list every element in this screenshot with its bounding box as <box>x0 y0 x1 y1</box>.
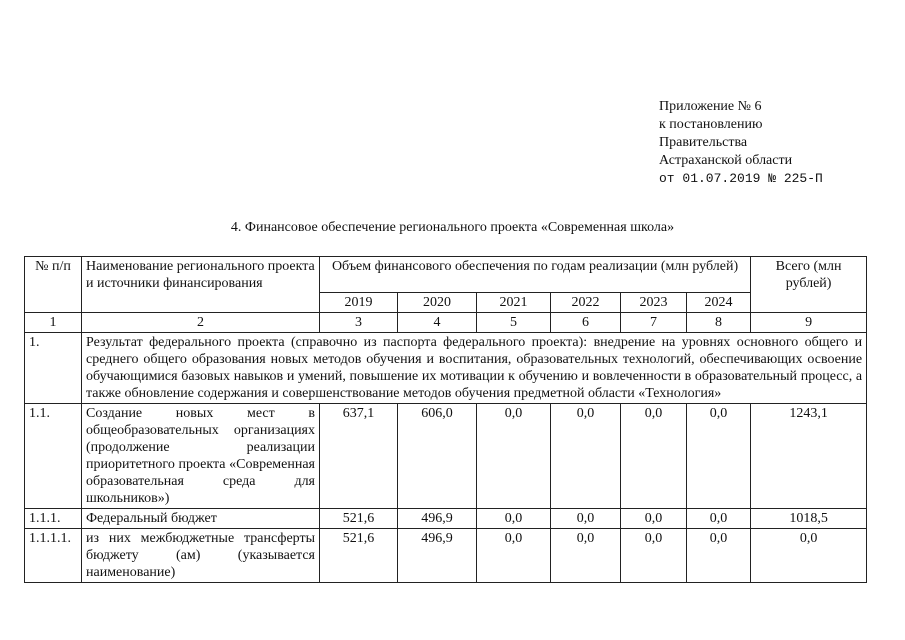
value-cell: 0,0 <box>621 529 687 583</box>
appendix-line: к постановлению <box>659 117 763 132</box>
row-num: 1. <box>25 333 82 404</box>
col-number: 6 <box>551 313 621 333</box>
value-cell: 0,0 <box>687 529 751 583</box>
col-number: 5 <box>477 313 551 333</box>
table-row <box>25 404 867 509</box>
total-cell: 1243,1 <box>751 404 867 509</box>
value-cell: 496,9 <box>398 529 477 583</box>
row-name: из них межбюджетные трансферты бюджету (ам) (указывается наименование) <box>82 529 320 583</box>
year-cell: 2019 <box>320 293 398 313</box>
total-cell: 0,0 <box>751 529 867 583</box>
col-number: 7 <box>621 313 687 333</box>
value-cell: 496,9 <box>398 509 477 529</box>
appendix-decree-line: от 01.07.2019 № 225-П <box>659 171 823 186</box>
section-title: 4. Финансовое обеспечение регионального проекта «Современная школа» <box>230 220 675 235</box>
appendix-line: Астраханской области <box>659 153 793 168</box>
value-cell: 0,0 <box>687 404 751 509</box>
value-cell: 521,6 <box>320 509 398 529</box>
appendix-line: Правительства <box>659 135 748 150</box>
header-name: Наименование регионального проекта и источники финансирования <box>82 257 320 313</box>
header-volume: Объем финансового обеспечения по годам реализации (млн рублей) <box>320 257 751 293</box>
value-cell: 0,0 <box>621 509 687 529</box>
row-num: 1.1. <box>25 404 82 509</box>
financing-table <box>24 256 867 583</box>
value-cell: 0,0 <box>477 529 551 583</box>
appendix-block <box>659 98 823 188</box>
year-cell: 2022 <box>551 293 621 313</box>
appendix-line: Приложение № 6 <box>659 99 762 114</box>
row-num: 1.1.1. <box>25 509 82 529</box>
table-row <box>25 509 867 529</box>
year-cell: 2024 <box>687 293 751 313</box>
total-cell: 1018,5 <box>751 509 867 529</box>
col-number: 1 <box>25 313 82 333</box>
col-number: 2 <box>82 313 320 333</box>
value-cell: 0,0 <box>477 404 551 509</box>
row-name: Создание новых мест в общеобразовательных организациях (продолжение реализации приоритетного проекта «Современная образовательная среда для школьников») <box>82 404 320 509</box>
value-cell: 0,0 <box>551 509 621 529</box>
row-num: 1.1.1.1. <box>25 529 82 583</box>
value-cell: 0,0 <box>551 404 621 509</box>
col-number: 8 <box>687 313 751 333</box>
col-number: 9 <box>751 313 867 333</box>
value-cell: 0,0 <box>687 509 751 529</box>
year-cell: 2021 <box>477 293 551 313</box>
project-result-text: Результат федерального проекта (справочно из паспорта федерального проекта): внедрение на уровнях основного общего и среднего общего образования новых методов обучения и воспитания, образовательных технологий, обеспечивающих освоение обучающимися базовых навыков и умений, повышение их мотивации к обучению и вовлеченности в образовательный процесс, а также обновление содержания и совершенствование методов обучения предметной области «Технология» <box>82 333 867 404</box>
value-cell: 0,0 <box>621 404 687 509</box>
header-num: № п/п <box>25 257 82 313</box>
value-cell: 637,1 <box>320 404 398 509</box>
table-row <box>25 529 867 583</box>
table-row <box>25 333 867 404</box>
year-cell: 2023 <box>621 293 687 313</box>
header-total: Всего (млн рублей) <box>751 257 867 313</box>
row-name: Федеральный бюджет <box>82 509 320 529</box>
value-cell: 521,6 <box>320 529 398 583</box>
column-number-row <box>25 313 867 333</box>
value-cell: 606,0 <box>398 404 477 509</box>
value-cell: 0,0 <box>551 529 621 583</box>
value-cell: 0,0 <box>477 509 551 529</box>
col-number: 4 <box>398 313 477 333</box>
year-cell: 2020 <box>398 293 477 313</box>
col-number: 3 <box>320 313 398 333</box>
